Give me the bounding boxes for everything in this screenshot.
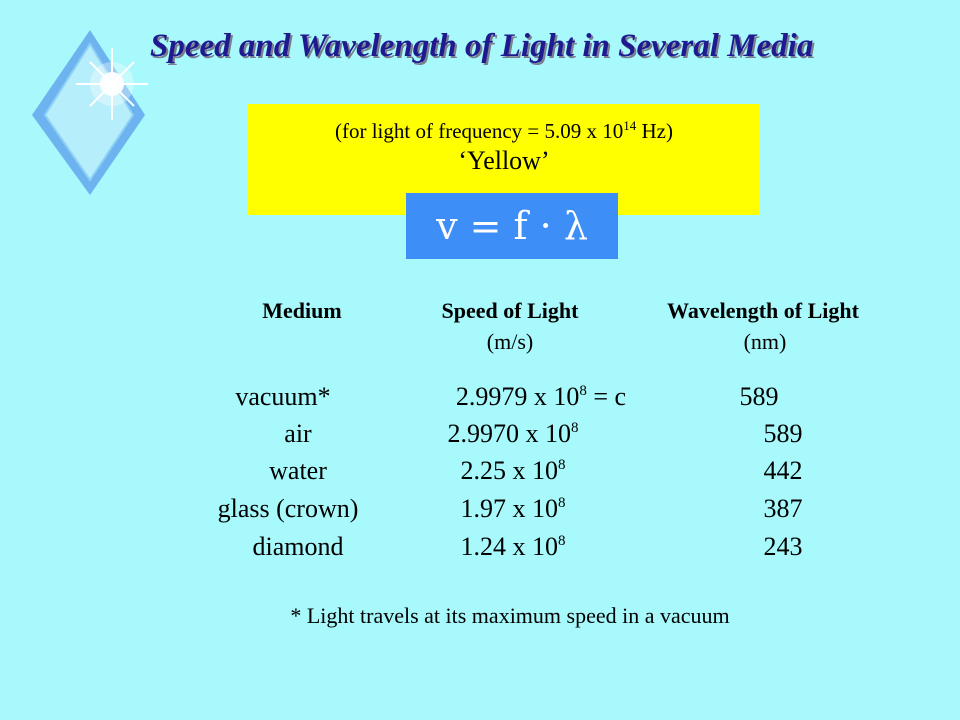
wavelength-cell: 589: [763, 419, 803, 448]
table-row: [0, 494, 960, 530]
frequency-note: [248, 118, 760, 144]
footnote: * Light travels at its maximum speed in a vacuum: [290, 603, 730, 628]
header-speed: Speed of Light: [441, 298, 579, 323]
formula-box: [406, 193, 618, 259]
formula-text: v = f · λ: [436, 204, 588, 248]
table-row: [0, 382, 960, 418]
frequency-note-text: (for light of frequency = 5.09 x 10: [334, 119, 624, 143]
wavelength-cell: 442: [763, 456, 803, 485]
header-speed-unit: (m/s): [486, 329, 534, 354]
wavelength-cell: 387: [763, 494, 803, 523]
slide-title: Speed and Wavelength of Light in Several Media: [150, 28, 814, 64]
medium-cell: vacuum*: [235, 382, 331, 411]
medium-cell: glass (crown): [217, 494, 359, 523]
header-wavelength: Wavelength of Light: [667, 298, 859, 323]
speed-cell: 2.25 x $10^8$: [460, 456, 566, 485]
medium-cell: air: [284, 419, 312, 448]
speed-cell: 2.9970 x $10^8$: [447, 419, 579, 448]
diamond-sparkle-logo-icon: [10, 20, 150, 200]
table-row: [0, 456, 960, 492]
header-medium: Medium: [262, 298, 342, 323]
speed-cell: 2.9979 x $10^8 = c$: [455, 382, 627, 411]
table-row: [0, 532, 960, 568]
color-label: ‘Yellow’: [458, 146, 550, 175]
wavelength-cell: 243: [763, 532, 803, 561]
speed-cell: 1.24 x $10^8$: [460, 532, 566, 561]
frequency-exponent: 14: [623, 118, 637, 133]
medium-cell: diamond: [252, 532, 344, 561]
frequency-unit: Hz): [636, 119, 673, 143]
header-wavelength-unit: (nm): [743, 329, 787, 354]
speed-cell: 1.97 x $10^8$: [460, 494, 566, 523]
medium-cell: water: [269, 456, 327, 485]
table-row: [0, 419, 960, 455]
wavelength-cell: 589: [739, 382, 779, 411]
